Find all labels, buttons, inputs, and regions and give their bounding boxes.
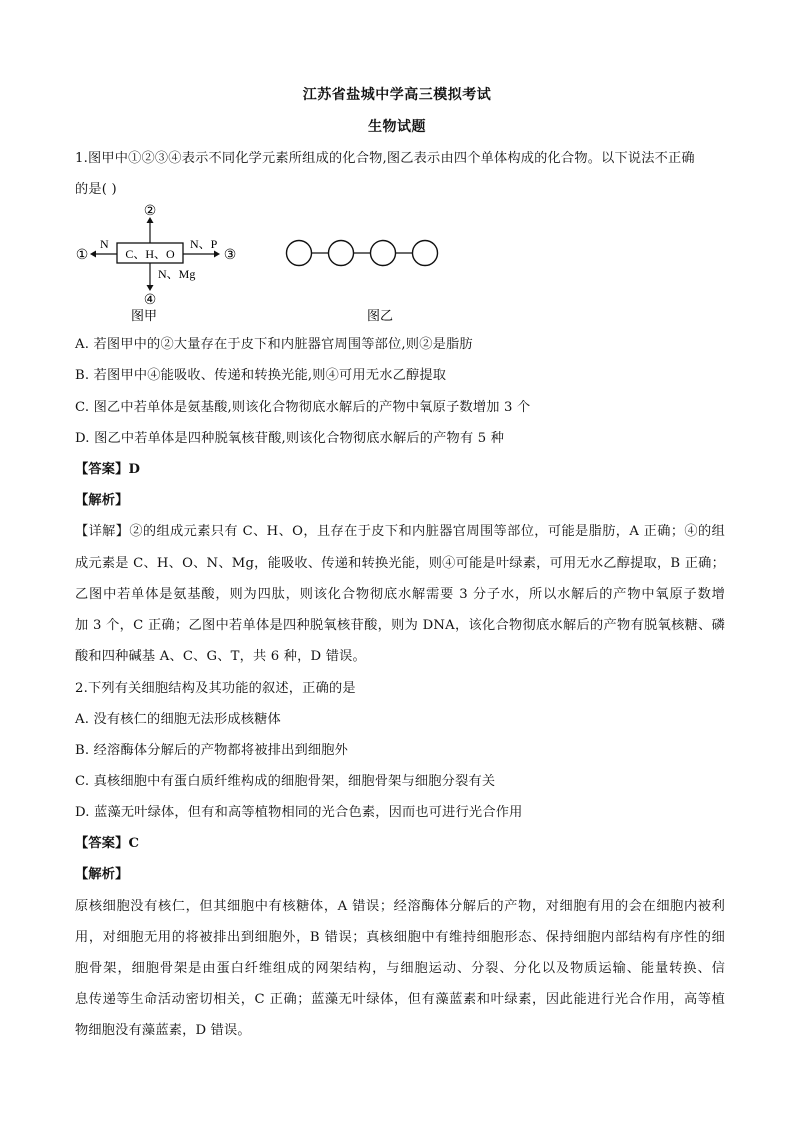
caption-jia: 图甲 — [130, 308, 158, 323]
label-compound-2: ② — [143, 204, 157, 219]
q1-stem-line-1: 1.图甲中①②③④表示不同化学元素所组成的化合物,图乙表示由四个单体构成的化合物。以下说法不正确 — [75, 151, 695, 166]
label-compound-1: ① — [75, 248, 89, 263]
element-box-label: C、H、O — [125, 247, 175, 261]
q1-detail-line-5: 酸和四种碱基 A、C、G、T，共 6 种，D 错误。 — [75, 649, 366, 664]
q1-option-a: A. 若图甲中的②大量存在于皮下和内脏器官周围等部位,则②是脂肪 — [75, 337, 473, 352]
q2-detail-line-2: 用，对细胞无用的将被排出到细胞外，B 错误；真核细胞中有维持细胞形态、保持细胞内部结构有序性的细 — [75, 930, 725, 945]
q2-option-d: D. 蓝藻无叶绿体，但有和高等植物相同的光合色素，因而也可进行光合作用 — [75, 805, 523, 820]
q1-answer: 【答案】D — [75, 462, 141, 477]
q1-detail-line-1: 【详解】②的组成元素只有 C、H、O，且存在于皮下和内脏器官周围等部位，可能是脂肪，A 正确；④的组 — [75, 524, 725, 539]
q1-option-c: C. 图乙中若单体是氨基酸,则该化合物彻底水解后的产物中氧原子数增加 3 个 — [75, 400, 531, 415]
arrow-left-elements: N — [100, 237, 109, 251]
q1-detail-line-4: 加 3 个，C 正确；乙图中若单体是四种脱氧核苷酸，则为 DNA，该化合物彻底水解后的产物有脱氧核糖、磷 — [75, 618, 725, 633]
arrow-down-head — [147, 285, 154, 291]
q1-detail-line-3: 乙图中若单体是氨基酸，则为四肽，则该化合物彻底水解需要 3 分子水，所以水解后的产物中氧原子数增 — [75, 587, 725, 602]
q2-stem: 2.下列有关细胞结构及其功能的叙述，正确的是 — [75, 681, 356, 696]
q2-detail-line-3: 胞骨架，细胞骨架是由蛋白纤维组成的网架结构，与细胞运动、分裂、分化以及物质运输、能量转换、信 — [75, 961, 725, 976]
q2-option-a: A. 没有核仁的细胞无法形成核糖体 — [75, 712, 281, 727]
monomer-3 — [371, 241, 396, 266]
caption-yi: 图乙 — [366, 308, 394, 323]
label-compound-3: ③ — [223, 248, 237, 263]
q1-stem-line-2: 的是( ) — [75, 182, 117, 197]
q1-figure — [70, 200, 470, 325]
page-subtitle: 生物试题 — [368, 119, 426, 135]
label-compound-4: ④ — [143, 293, 157, 308]
q2-detail-line-5: 物细胞没有藻蓝素，D 错误。 — [75, 1023, 251, 1038]
arrow-down-elements: N、Mg — [158, 267, 196, 281]
figure-yi — [287, 241, 438, 324]
q2-detail-line-1: 原核细胞没有核仁，但其细胞中有核糖体，A 错误；经溶酶体分解后的产物，对细胞有用的会在细胞内被利 — [75, 899, 725, 914]
q2-option-c: C. 真核细胞中有蛋白质纤维构成的细胞骨架，细胞骨架与细胞分裂有关 — [75, 774, 496, 789]
q1-option-b: B. 若图甲中④能吸收、传递和转换光能,则④可用无水乙醇提取 — [75, 368, 447, 383]
q2-option-b: B. 经溶酶体分解后的产物都将被排出到细胞外 — [75, 743, 349, 758]
q2-detail-line-4: 息传递等生命活动密切相关，C 正确；蓝藻无叶绿体，但有藻蓝素和叶绿素，因此能进行光合作用，高等植 — [75, 992, 725, 1007]
q2-answer: 【答案】C — [75, 836, 140, 851]
monomer-1 — [287, 241, 312, 266]
q2-analysis-heading: 【解析】 — [75, 867, 129, 882]
arrow-left-head — [90, 251, 96, 258]
q1-option-d: D. 图乙中若单体是四种脱氧核苷酸,则该化合物彻底水解后的产物有 5 种 — [75, 431, 505, 446]
page-title: 江苏省盐城中学高三模拟考试 — [302, 87, 492, 103]
monomer-4 — [413, 241, 438, 266]
q1-detail-line-2: 成元素是 C、H、O、N、Mg，能吸收、传递和转换光能，则④可能是叶绿素，可用无水乙醇提取，B 正确； — [75, 556, 725, 571]
monomer-2 — [329, 241, 354, 266]
figure-jia — [76, 204, 237, 323]
arrow-right-head — [214, 251, 220, 258]
q1-analysis-heading: 【解析】 — [75, 493, 129, 508]
arrow-right-elements: N、P — [190, 237, 218, 251]
